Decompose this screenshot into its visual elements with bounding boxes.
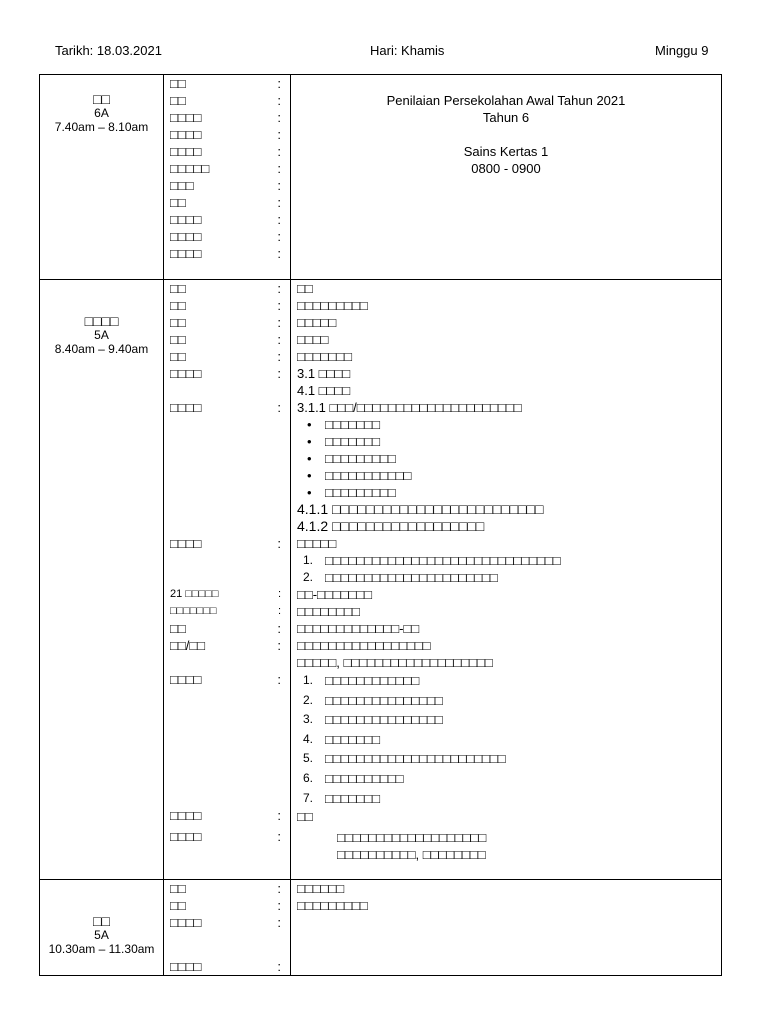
field-label: □□□□ : — [170, 915, 281, 930]
header-day: Hari: Khamis — [370, 43, 445, 58]
plan-content-line: Sains Kertas 1 — [463, 144, 549, 159]
subject-name: □□ — [93, 91, 110, 107]
lesson-row-3 — [40, 880, 722, 976]
field-value: □□□□□□□□□ — [297, 298, 368, 313]
pa-value: □□-□□□□□□□ — [297, 587, 372, 602]
plan-content-line: 0800 - 0900 — [471, 161, 541, 176]
reflection-line: □□□□□□□□□□, □□□□□□□□ — [337, 847, 486, 863]
field-value: □□□□□ — [297, 315, 337, 330]
objective-extra: 4.1.1 □□□□□□□□□□□□□□□□□□□□□□□□□ — [297, 501, 544, 517]
sk-value: □□□□□□□□□□□□□-□□ — [297, 621, 420, 636]
subject-name: □□□□ — [84, 313, 119, 329]
field-label: □□ : — [170, 349, 281, 364]
label-cell-3 — [164, 880, 291, 976]
activity-item: 4. □□□□□□□ — [303, 731, 380, 747]
plan-content-line: Penilaian Persekolahan Awal Tahun 2021 — [386, 93, 626, 108]
criteria-item: 2. □□□□□□□□□□□□□□□□□□□□□□ — [303, 570, 498, 585]
subject-cell-1 — [40, 75, 164, 280]
field-label-empty — [164, 382, 290, 399]
activity-item: 2. □□□□□□□□□□□□□□□ — [303, 692, 443, 708]
criteria-item: 1. □□□□□□□□□□□□□□□□□□□□□□□□□□□□□□ — [303, 553, 561, 568]
field-label: □□ : — [170, 298, 281, 313]
field-label: □□□□ : — [170, 229, 281, 244]
field-value: □□□□ — [297, 332, 329, 347]
lesson-row-1 — [40, 75, 722, 280]
field-label: 21 □□□□□ : — [170, 588, 281, 600]
lesson-time: 10.30am – 11.30am — [48, 942, 155, 956]
field-label: □□□ : — [170, 178, 281, 193]
activity-item: 1. □□□□□□□□□□□□ — [303, 673, 420, 688]
field-value: □□ — [297, 281, 313, 296]
activity-item: 6. □□□□□□□□□□ — [303, 770, 404, 786]
field-value: □□□□□□□ — [297, 349, 352, 364]
activity-item: 3. □□□□□□□□□□□□□□□ — [303, 712, 443, 728]
field-label: □□□□ : — [170, 808, 281, 823]
activity-item: 5. □□□□□□□□□□□□□□□□□□□□□□□ — [303, 751, 506, 767]
objective-main: 3.1.1 □□□/□□□□□□□□□□□□□□□□□□□□□ — [297, 400, 522, 415]
field-label: □□□□ : — [170, 959, 281, 974]
objective-bullet: • □□□□□□□ — [297, 433, 721, 450]
reflection-line: □□□□□□□□□□□□□□□□□□□ — [337, 830, 487, 846]
field-label: □□□□ : — [170, 212, 281, 227]
materials-line: □□□□□, □□□□□□□□□□□□□□□□□□□ — [297, 655, 493, 670]
lesson-time: 7.40am – 8.10am — [54, 120, 149, 134]
field-value — [297, 914, 721, 931]
field-label: □□□□ : — [170, 672, 281, 687]
lesson-row-2 — [40, 280, 722, 880]
field-label: □□□□ : — [170, 829, 281, 844]
label-cell-2 — [164, 280, 291, 880]
materials-line: □□□□□□□□□□□□□□□□□ — [297, 638, 431, 653]
field-value: □□□□□□□□□ — [297, 898, 368, 913]
field-label: □□/□□ : — [170, 638, 281, 653]
ele-value: □□□□□□□□ — [297, 604, 360, 619]
header-week: Minggu 9 — [655, 43, 709, 58]
content-cell-3 — [291, 880, 722, 976]
field-label: □□□□ : — [170, 127, 281, 142]
objective-bullet: • □□□□□□□□□□□ — [297, 467, 721, 484]
objective-bullet: • □□□□□□□ — [297, 416, 721, 433]
field-label: □□ : — [170, 332, 281, 347]
field-label: □□□□ : — [170, 246, 281, 261]
field-label: □□ : — [170, 898, 281, 913]
class-name: 5A — [94, 928, 109, 942]
field-label: □□ : — [170, 881, 281, 896]
field-label: □□□□ : — [170, 366, 281, 381]
field-label: □□ : — [170, 315, 281, 330]
objective-bullet: • □□□□□□□□□ — [297, 450, 721, 467]
criteria-title: □□□□□ — [297, 536, 337, 551]
field-label: □□□□□□□ : — [170, 605, 281, 617]
field-label: □□ : — [170, 76, 281, 91]
field-value: 4.1 □□□□ — [297, 383, 351, 398]
class-name: 5A — [94, 328, 109, 342]
field-label: □□□□□ : — [170, 161, 281, 176]
field-label: □□□□ : — [170, 110, 281, 125]
field-label: □□□□ : — [170, 144, 281, 159]
field-label: □□ : — [170, 93, 281, 108]
field-value: 3.1 □□□□ — [297, 366, 351, 381]
evaluation-value: □□ — [297, 809, 313, 825]
field-value: □□□□□□ — [297, 881, 345, 896]
lesson-time: 8.40am – 9.40am — [54, 342, 149, 356]
field-label: □□ : — [170, 195, 281, 210]
field-label: □□□□ : — [170, 536, 281, 551]
objective-bullet: • □□□□□□□□□ — [297, 484, 721, 501]
activity-item: 7. □□□□□□□ — [303, 790, 380, 806]
subject-cell-2 — [40, 280, 164, 880]
lesson-plan-table — [39, 74, 722, 976]
content-cell-2 — [291, 280, 722, 880]
subject-cell-3 — [40, 880, 164, 976]
plan-content-line — [291, 126, 721, 143]
label-cell-1 — [164, 75, 291, 280]
header-date: Tarikh: 18.03.2021 — [55, 43, 162, 58]
plan-content-line: Tahun 6 — [482, 110, 530, 125]
field-label: □□□□ : — [170, 400, 281, 415]
field-label: □□ : — [170, 281, 281, 296]
objective-extra: 4.1.2 □□□□□□□□□□□□□□□□□□ — [297, 518, 485, 534]
field-label: □□ : — [170, 621, 281, 636]
subject-name: □□ — [93, 913, 110, 929]
class-name: 6A — [94, 106, 109, 120]
content-cell-1 — [291, 75, 722, 280]
